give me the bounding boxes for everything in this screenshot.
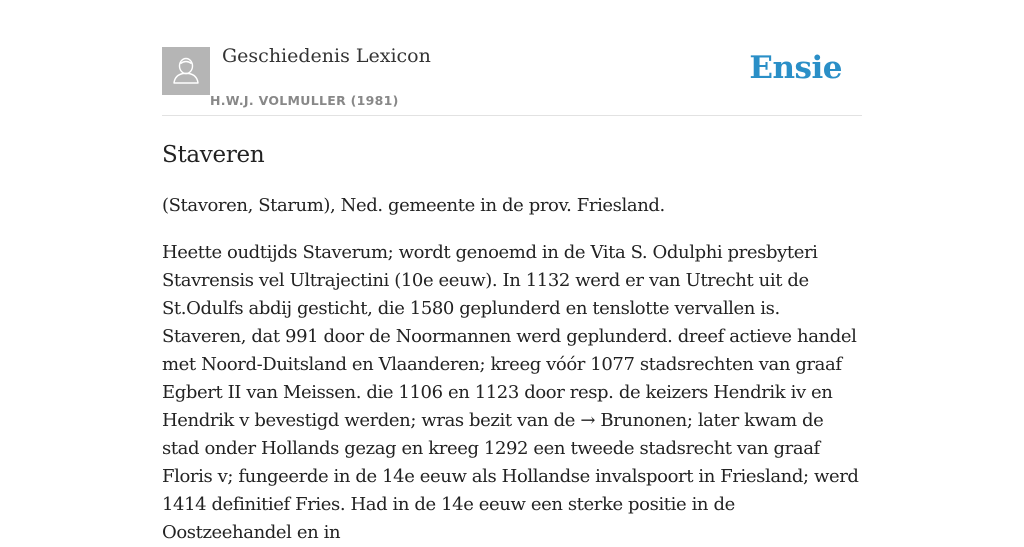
- content-container: [162, 0, 862, 547]
- lexicon-header: [162, 0, 862, 116]
- user-avatar-icon[interactable]: [162, 47, 210, 95]
- entry-body: [162, 239, 862, 547]
- entry-body-text-continued: ; later kwam de stad onder Hollands gezag en kreeg 1292 een tweede stadsrecht van graaf Floris v; fungeerde in de 14e eeuw als Hollandse invalspoort in Friesland; werd 1414 definitief Fries. Had in de 14e eeuw een sterke positie in de Oostzeehandel en in: [162, 410, 859, 543]
- lexicon-title[interactable]: Geschiedenis Lexicon: [222, 45, 431, 67]
- brunonen-crossref-link[interactable]: → Brunonen: [580, 410, 687, 431]
- entry-intro: (Stavoren, Starum), Ned. gemeente in de prov. Friesland.: [162, 195, 665, 216]
- person-outline-icon: [162, 47, 210, 95]
- ensie-logo-link[interactable]: Ensie: [749, 50, 842, 86]
- author-credit[interactable]: H.W.J. VOLMULLER (1981): [210, 93, 399, 108]
- entry-body-text: Heette oudtijds Staverum; wordt genoemd in de Vita S. Odulphi presbyteri Stavrensis vel Ultrajectini (10e eeuw). In 1132 werd er van Utrecht uit de St.Odulfs abdij gesticht, die 1580 geplunderd en tenslotte vervallen is. Staveren, dat 991 door de Noormannen werd geplunderd. dreef actieve handel met Noord-Duitsland en Vlaanderen; kreeg vóór 1077 stadsrechten van graaf Egbert II van Meissen. die 1106 en 1123 door resp. de keizers Hendrik iv en Hendrik v bevestigd werden; wras bezit van de: [162, 242, 857, 431]
- entry-title: Staveren: [162, 142, 265, 168]
